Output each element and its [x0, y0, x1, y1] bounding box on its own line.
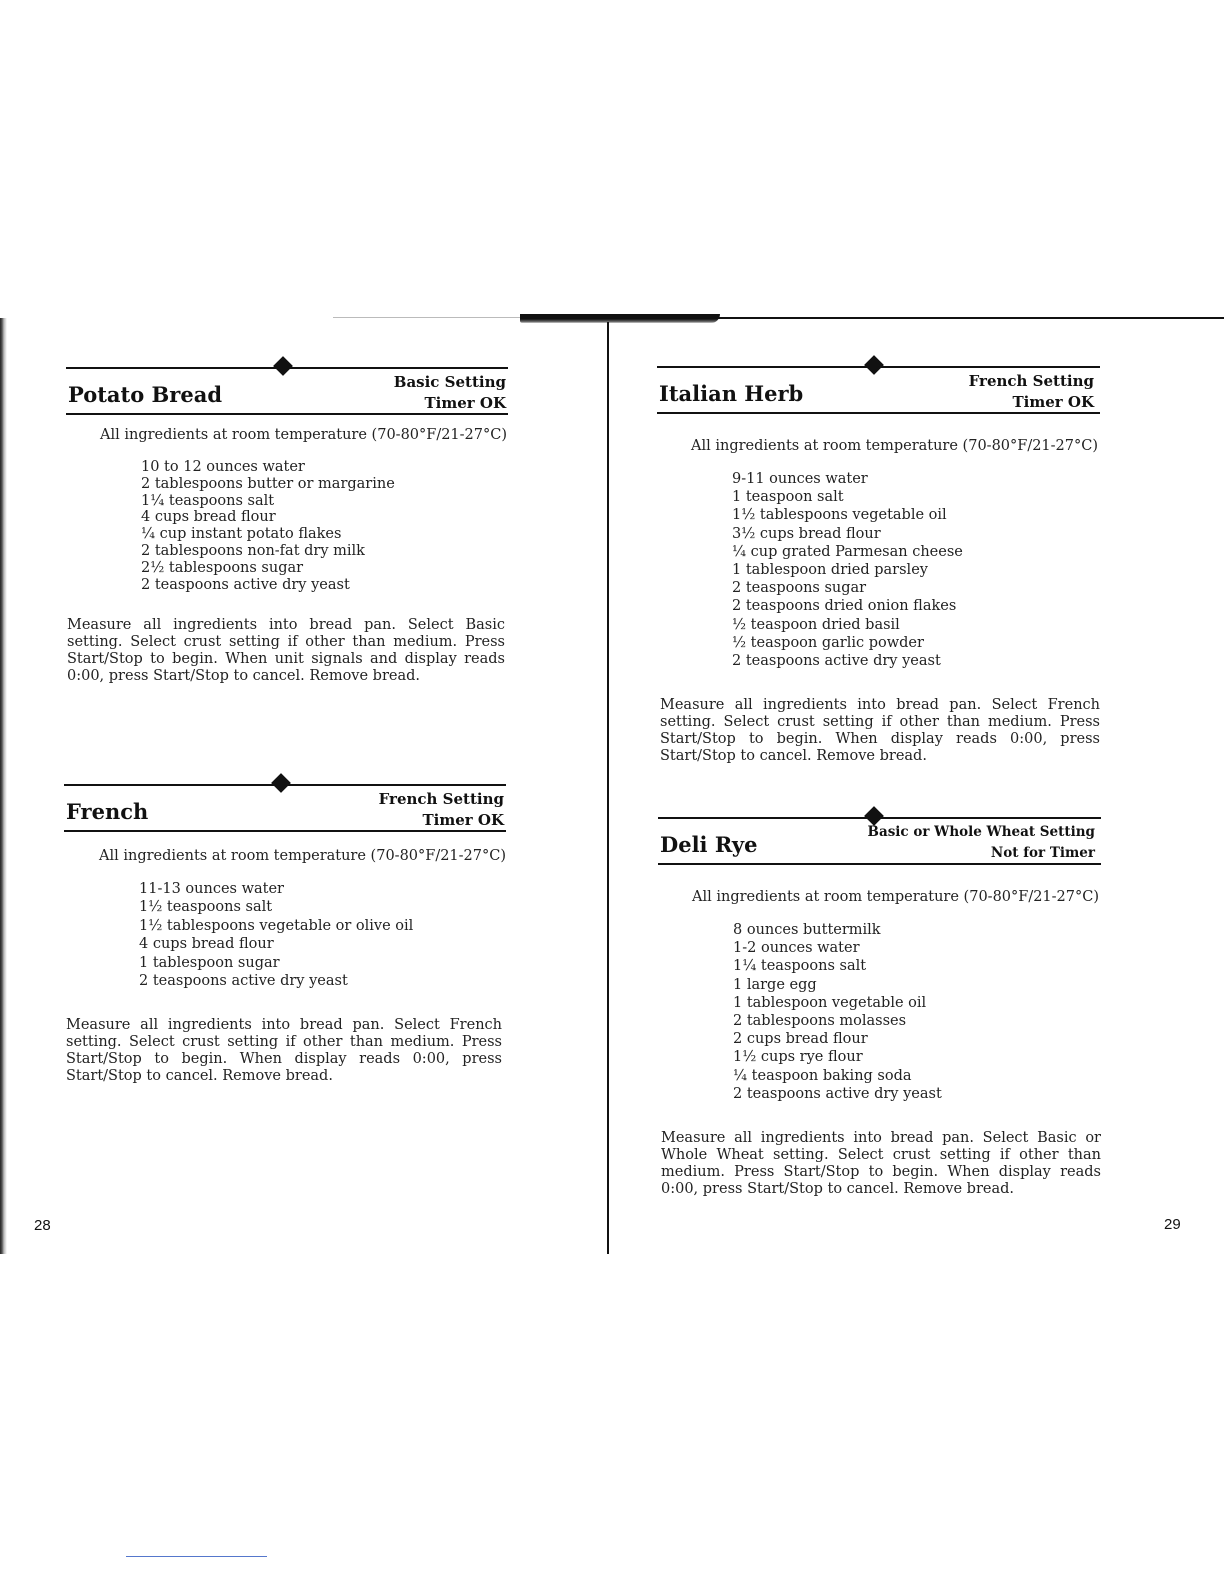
recipe-title: Deli Rye [660, 832, 758, 857]
ingredient-item: ¼ teaspoon baking soda [733, 1067, 912, 1084]
ingredient-item: 4 cups bread flour [141, 509, 276, 526]
ingredient-item: ¼ cup grated Parmesan cheese [732, 543, 963, 560]
ingredient-item: 1½ tablespoons vegetable oil [732, 507, 947, 524]
ingredient-list [732, 470, 963, 670]
setting-label: French Setting [378, 790, 504, 808]
recipe-potato-bread [66, 367, 508, 415]
ingredient-item: 1 tablespoon vegetable oil [733, 994, 927, 1011]
ingredient-item: 4 cups bread flour [139, 936, 274, 953]
setting-label: Basic or Whole Wheat Setting [867, 824, 1095, 840]
timer-label: Not for Timer [990, 845, 1095, 861]
diamond-icon [864, 355, 884, 375]
recipe-setting [379, 789, 504, 831]
recipe-italian-herb [657, 366, 1100, 414]
timer-label: Timer OK [424, 394, 506, 412]
ingredient-item: 2 tablespoons molasses [733, 1012, 907, 1029]
recipe-deli-rye [658, 817, 1101, 865]
ingredient-item: 1 tablespoon sugar [139, 954, 280, 971]
ingredient-item: 2 teaspoons active dry yeast [139, 972, 348, 989]
ingredient-item: 2 tablespoons butter or margarine [141, 475, 395, 492]
diamond-icon [273, 356, 293, 376]
ingredient-item: ¼ cup instant potato flakes [141, 526, 342, 543]
ingredient-item: ½ teaspoon garlic powder [732, 634, 924, 651]
ingredient-item: 1 tablespoon dried parsley [732, 561, 928, 578]
recipe-french [64, 784, 506, 832]
ingredient-list [139, 880, 413, 990]
ingredient-item: 9-11 ounces water [732, 471, 868, 487]
temperature-note: All ingredients at room temperature (70-80°F/21-27°C) [691, 438, 1099, 454]
ingredient-item: 2 teaspoons active dry yeast [732, 652, 941, 669]
recipe-header [66, 367, 508, 415]
setting-label: Basic Setting [393, 373, 506, 391]
instructions: Measure all ingredients into bread pan. Select French setting. Select crust setting if other than medium. Press Start/Stop to begin. When display reads 0:00, press Start/Stop to cancel. Remove bread. [66, 1017, 502, 1084]
ingredient-item: 10 to 12 ounces water [141, 459, 305, 475]
header-rule-bottom [657, 412, 1100, 414]
instructions: Measure all ingredients into bread pan. Select Basic setting. Select crust setting if other than medium. Press Start/Stop to begin. When unit signals and display reads 0:00, press Start/Stop to cancel. Remove bread. [67, 617, 505, 684]
diamond-icon [271, 773, 291, 793]
top-rule-right [700, 317, 1224, 319]
ingredient-item: 2 cups bread flour [733, 1031, 868, 1048]
ingredient-item: 1 large egg [733, 976, 817, 993]
ingredient-item: 2 teaspoons active dry yeast [733, 1085, 942, 1102]
ingredient-item: 2 tablespoons non-fat dry milk [141, 542, 365, 559]
ingredient-item: 1-2 ounces water [733, 940, 860, 957]
recipe-title: French [66, 799, 149, 824]
ingredient-item: 3½ cups bread flour [732, 525, 881, 542]
ingredient-item: 1¼ teaspoons salt [141, 492, 275, 509]
recipe-header [64, 784, 506, 832]
ingredient-item: 2 teaspoons active dry yeast [141, 576, 350, 593]
header-rule-bottom [66, 413, 508, 415]
ingredient-item: 1½ cups rye flour [733, 1049, 863, 1066]
recipe-title: Potato Bread [68, 382, 223, 407]
timer-label: Timer OK [1012, 393, 1094, 411]
recipe-header [657, 366, 1100, 414]
page-number: 28 [34, 1217, 51, 1234]
instructions: Measure all ingredients into bread pan. Select French setting. Select crust setting if other than medium. Press Start/Stop to begin. When display reads 0:00, press Start/Stop to cancel. Remove bread. [660, 697, 1100, 764]
recipe-setting [969, 371, 1094, 413]
top-rule-left [333, 317, 533, 318]
ingredient-list [141, 459, 395, 593]
recipe-header [658, 817, 1101, 865]
top-rule-shadow [520, 314, 720, 323]
temperature-note: All ingredients at room temperature (70-80°F/21-27°C) [692, 889, 1100, 905]
book-spine [607, 322, 609, 1254]
scan-left-edge [0, 318, 7, 1254]
recipe-setting [868, 822, 1095, 864]
temperature-note: All ingredients at room temperature (70-80°F/21-27°C) [100, 427, 508, 443]
ingredient-item: 2½ tablespoons sugar [141, 559, 304, 576]
header-rule-bottom [658, 863, 1101, 865]
ingredient-item: 8 ounces buttermilk [733, 922, 881, 938]
recipe-title: Italian Herb [659, 381, 804, 406]
ingredient-item: 1 teaspoon salt [732, 489, 844, 506]
ingredient-item: 1½ tablespoons vegetable or olive oil [139, 917, 414, 934]
ingredient-list [733, 921, 942, 1103]
ingredient-item: ½ teaspoon dried basil [732, 616, 900, 633]
page-number: 29 [1164, 1216, 1181, 1233]
header-rule-bottom [64, 830, 506, 832]
ingredient-item: 1½ teaspoons salt [139, 899, 273, 916]
ingredient-item: 2 teaspoons sugar [732, 580, 867, 597]
bottom-link-underline [126, 1556, 267, 1557]
ingredient-item: 11-13 ounces water [139, 881, 284, 897]
instructions: Measure all ingredients into bread pan. Select Basic or Whole Wheat setting. Select crust setting if other than medium. Press Start/Stop to begin. When display reads 0:00, press Start/Stop to cancel. Remove bread. [661, 1130, 1101, 1197]
timer-label: Timer OK [422, 811, 504, 829]
ingredient-item: 1¼ teaspoons salt [733, 958, 867, 975]
recipe-setting [394, 372, 506, 414]
ingredient-item: 2 teaspoons dried onion flakes [732, 598, 957, 615]
temperature-note: All ingredients at room temperature (70-80°F/21-27°C) [99, 848, 507, 864]
setting-label: French Setting [968, 372, 1094, 390]
